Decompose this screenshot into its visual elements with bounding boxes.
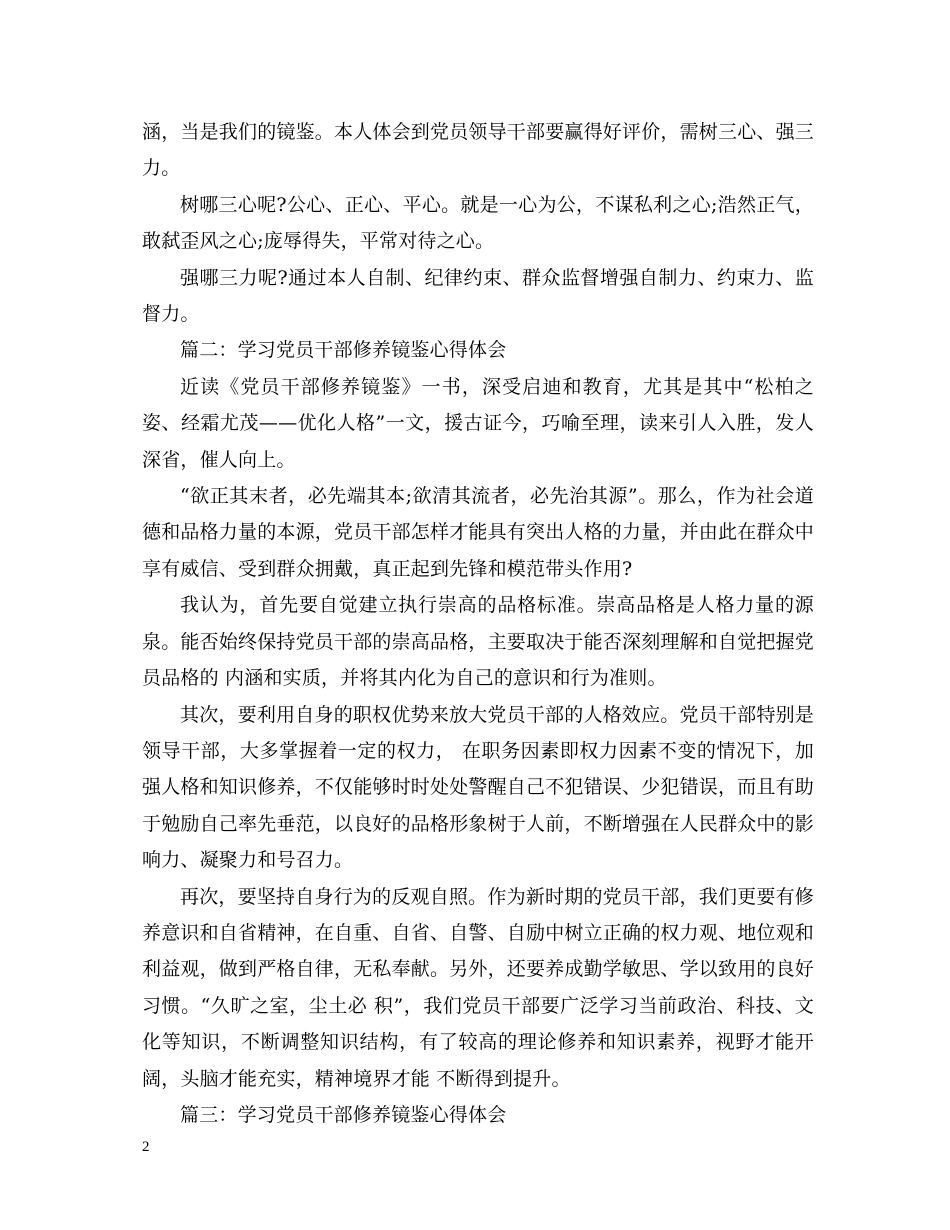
paragraph-3: 强哪三力呢?通过本人自制、纪律约束、群众监督增强自制力、约束力、监督力。 <box>142 266 814 326</box>
page-number: 2 <box>142 1139 150 1155</box>
paragraph-7: 我认为，首先要自觉建立执行崇高的品格标准。崇高品格是人格力量的源泉。能否始终保持党员干部的崇高品格，主要取决于能否深刻理解和自觉把握党员品格的 内涵和实质，并将其内化为自己的意识和行为准则。 <box>142 594 815 690</box>
document-body <box>142 114 814 1133</box>
section-heading-3: 篇三：学习党员干部修养镜鉴心得体会 <box>180 1103 507 1126</box>
paragraph-8: 其次，要利用自身的职权优势来放大党员干部的人格效应。党员干部特别是领导干部，大多掌握着一定的权力， 在职务因素即权力因素不变的情况下，加强人格和知识修养，不仅能够时时处处警醒自己不犯错误、少犯错误，而且有助于勉励自己率先垂范，以良好的品格形象树于人前，不断增强在人民群众中的影响力、凝聚力和号召力。 <box>142 703 815 872</box>
paragraph-5: 近读《党员干部修养镜鉴》一书，深受启迪和教育，尤其是其中“松柏之姿、经霜尤茂——优化人格”一文，援古证今，巧喻至理，读来引人入胜，发人深省，催人向上。 <box>142 375 814 471</box>
section-heading-2: 篇二：学习党员干部修养镜鉴心得体会 <box>180 339 507 362</box>
paragraph-2: 树哪三心呢?公心、正心、平心。就是一心为公，不谋私利之心;浩然正气，敢弑歪风之心;庞辱得失，平常对待之心。 <box>142 193 814 253</box>
paragraph-6: “欲正其末者，必先端其本;欲清其流者，必先治其源”。那么，作为社会道德和品格力量的本源，党员干部怎样才能具有突出人格的力量，并由此在群众中享有威信、受到群众拥戴，真正起到先锋和模范带头作用? <box>142 485 815 580</box>
paragraph-1: 涵，当是我们的镜鉴。本人体会到党员领导干部要赢得好评价，需树三心、强三力。 <box>142 121 815 180</box>
paragraph-9: 再次，要坚持自身行为的反观自照。作为新时期的党员干部，我们更要有修养意识和自省精神，在自重、自省、自警、自励中树立正确的权力观、地位观和利益观，做到严格自律，无私奉献。另外，还要养成勤学敏思、学以致用的良好习惯。“久旷之室，尘土必 积”，我们党员干部要广泛学习当前政治、科技、文化等知识，不断调整知识结构，有了较高的理论修养和知识素养，视野才能开阔，头脑才能充实，精神境界才能 不断得到提升。 <box>142 885 815 1090</box>
